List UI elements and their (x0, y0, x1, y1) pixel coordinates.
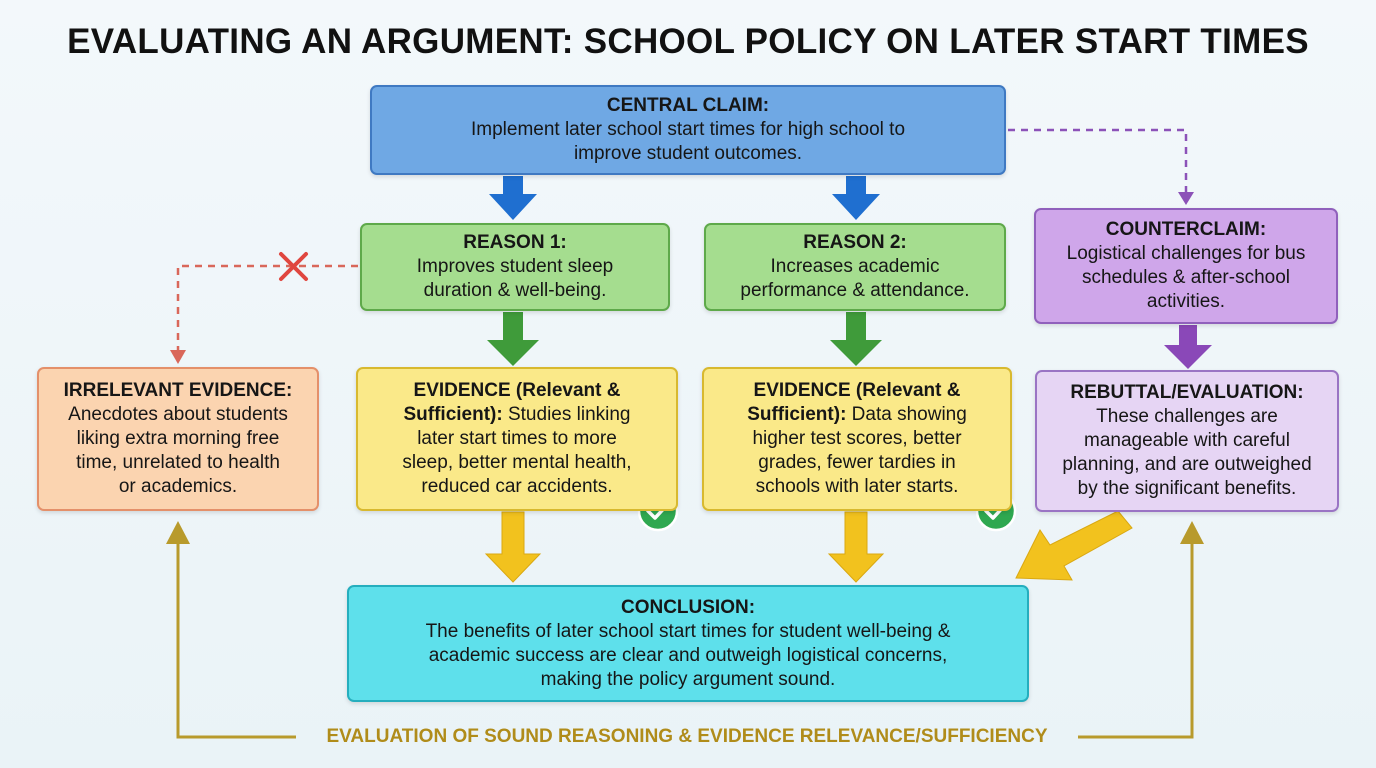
reason-1-heading: REASON 1: (463, 232, 567, 253)
rebuttal-text: These challenges are manageable with careful planning, and are outweighed by the significant benefits. (1062, 406, 1312, 499)
evaluation-label: EVALUATION OF SOUND REASONING & EVIDENCE RELEVANCE/SUFFICIENCY (326, 726, 1048, 747)
evaluation-bracket-left-head (166, 521, 190, 544)
counterclaim-heading: COUNTERCLAIM: (1105, 219, 1267, 240)
dashed-claim-to-counterclaim-head (1178, 192, 1194, 205)
evidence-2-content (747, 379, 967, 499)
arrow-evidence-2-to-conclusion (829, 512, 883, 582)
evidence-2-heading: EVIDENCE (Relevant & Sufficient): (747, 380, 961, 425)
reason-2-box (704, 223, 1006, 311)
arrow-counterclaim-to-rebuttal (1164, 325, 1212, 369)
evidence-1-heading: EVIDENCE (Relevant & Sufficient): (403, 380, 621, 425)
irrelevant-evidence-text: Anecdotes about students liking extra morning free time, unrelated to health or academics. (68, 404, 288, 497)
central-claim-box (370, 85, 1006, 175)
evaluation-bracket-right (1078, 540, 1192, 737)
irrelevant-evidence-heading: IRRELEVANT EVIDENCE: (63, 380, 293, 401)
arrow-reason-1-to-evidence-1 (487, 312, 539, 366)
page-title: EVALUATING AN ARGUMENT: SCHOOL POLICY ON LATER START TIMES (67, 22, 1309, 61)
conclusion-heading: CONCLUSION: (620, 596, 756, 618)
arrow-evidence-1-to-conclusion (486, 512, 540, 582)
reason-2-heading: REASON 2: (803, 232, 907, 253)
arrow-rebuttal-to-conclusion (1016, 511, 1132, 580)
reason-2-text: Increases academic performance & attendance. (740, 256, 970, 301)
central-claim-heading: CENTRAL CLAIM: (606, 95, 770, 116)
evidence-2-box (702, 367, 1012, 511)
conclusion-text: The benefits of later school start times for student well-being & academic success are clear and outweigh logistical concerns, making the policy argument sound. (425, 620, 951, 690)
evaluation-bracket-right-head (1180, 521, 1204, 544)
arrow-claim-to-reason-2 (832, 176, 880, 220)
rebuttal-box (1035, 370, 1339, 512)
rebuttal-heading: REBUTTAL/EVALUATION: (1070, 382, 1304, 403)
evidence-1-box (356, 367, 678, 511)
evidence-1-text: Studies linking later start times to more sleep, better mental health, reduced car accidents. (402, 404, 632, 497)
reason-1-box (360, 223, 670, 311)
reason-1-text: Improves student sleep duration & well-being. (416, 256, 614, 301)
arrow-reason-2-to-evidence-2 (830, 312, 882, 366)
counterclaim-text: Logistical challenges for bus schedules & after-school activities. (1066, 243, 1306, 312)
evaluation-bracket-left (178, 540, 296, 737)
counterclaim-box (1034, 208, 1338, 324)
central-claim-text: Implement later school start times for high school to improve student outcomes. (470, 119, 906, 164)
dashed-reason-to-irrelevant (178, 266, 358, 352)
evidence-2-text: Data showing higher test scores, better grades, fewer tardies in schools with later starts. (752, 404, 967, 497)
conclusion-box (347, 585, 1029, 702)
irrelevant-evidence-box (37, 367, 319, 511)
dashed-claim-to-counterclaim (1008, 130, 1186, 194)
evidence-1-content (402, 379, 631, 499)
dashed-reason-to-irrelevant-head (170, 350, 186, 364)
arrow-claim-to-reason-1 (489, 176, 537, 220)
